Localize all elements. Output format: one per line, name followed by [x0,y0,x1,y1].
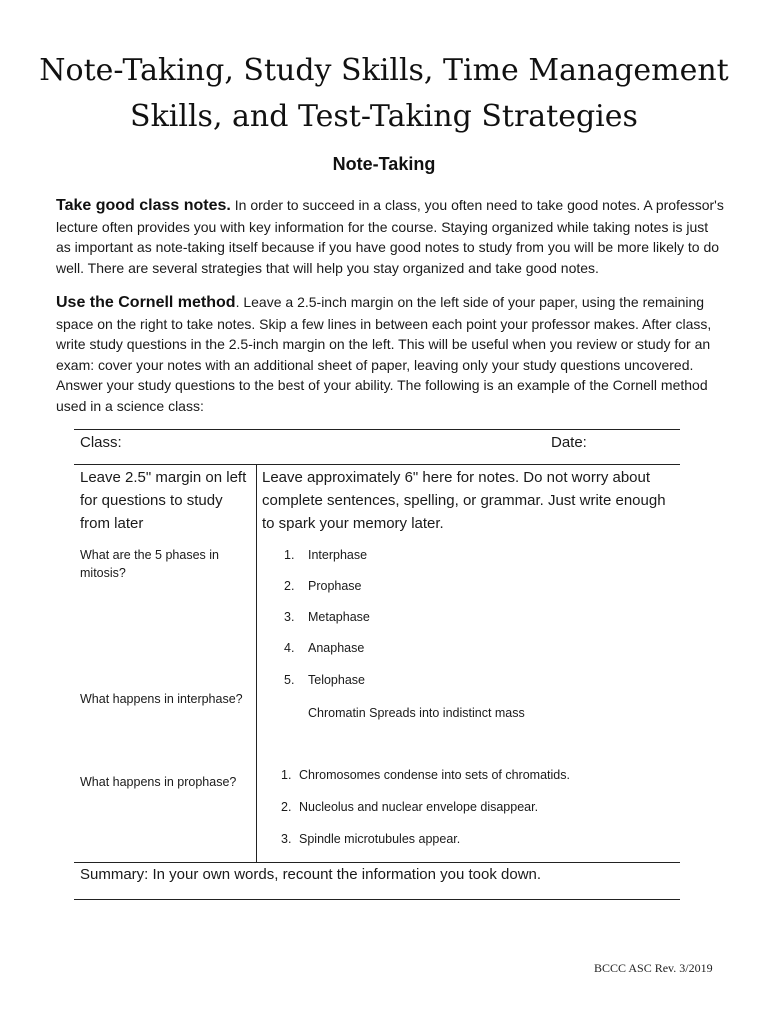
title-line-2: Skills, and Test-Taking Strategies [130,99,638,134]
footer-revision: BCCC ASC Rev. 3/2019 [594,961,713,975]
list-item: 2. [281,800,292,814]
left-column-header: Leave 2.5" margin on left for questions to study from later [80,469,247,532]
list-item: 1. [284,548,295,562]
list-item: 3. [281,832,292,846]
paragraph-body: . Leave a 2.5-inch margin on the left side of your paper, using the remaining space on the right to take notes. Skip a few lines in between each point your professor makes. After class, write study questions in the 2.5-inch margin on the left. This will be useful when you review or study for an exam: cover your notes with an additional sheet of paper, leaving only your study questions uncovered. Answer your study questions to the best of your ability. The following is an example of the Cornell method used in a science class: [56,294,712,414]
list-item: Metaphase [308,610,370,624]
paragraph-cornell-method [56,292,726,416]
question-interphase: What happens in interphase? [80,692,243,706]
list-item: 5. [284,673,295,687]
paragraph-lead: Use the Cornell method [56,294,236,311]
question-prophase: What happens in prophase? [80,775,237,789]
interphase-note: Chromatin Spreads into indistinct mass [308,706,525,720]
list-item: 3. [284,610,295,624]
list-item: Anaphase [308,641,365,655]
list-item: 1. [281,768,292,782]
header-divider [74,464,680,465]
list-item: Spindle microtubules appear. [299,832,461,846]
table-top-border [74,429,680,430]
summary-text: Summary: In your own words, recount the information you took down. [80,866,542,883]
title-line-1: Note-Taking, Study Skills, Time Management [39,53,729,88]
date-label: Date: [551,434,587,451]
list-item: Prophase [308,579,362,593]
list-item: 4. [284,641,295,655]
list-item: Telophase [308,673,365,687]
question-phases: What are the 5 phases in mitosis? [80,548,219,580]
paragraph-class-notes [56,195,726,278]
list-item: Nucleolus and nuclear envelope disappear. [299,800,539,814]
class-label: Class: [80,434,122,451]
list-item: Interphase [308,548,368,562]
paragraph-body: In order to succeed in a class, you often need to take good notes. A professor's lecture often provides you with key information for the course. Staying organized while taking notes is just as important as note-taking itself because if you have good notes to study from you will be more likely to do well. There are several strategies that will help you stay organized and take good notes. [56,197,724,276]
section-heading: Note-Taking [332,154,436,174]
table-bottom-border [74,899,680,900]
list-item: Chromosomes condense into sets of chromatids. [299,768,570,782]
paragraph-lead: Take good class notes. [56,197,231,214]
column-divider [256,464,257,862]
right-column-header: Leave approximately 6" here for notes. Do not worry about complete sentences, spelling, or grammar. Just write enough to spark your memory later. [262,469,666,532]
list-item: 2. [284,579,295,593]
